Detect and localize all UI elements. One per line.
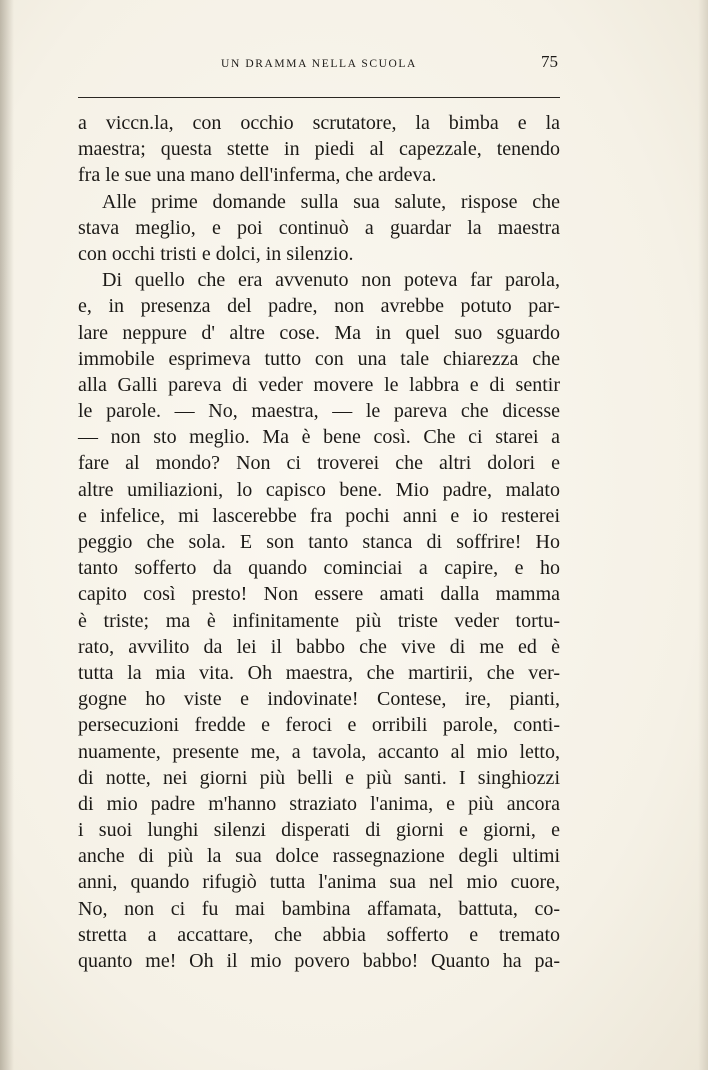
text-line: stava meglio, e poi continuò a guardar la maestra	[78, 216, 560, 239]
text-line: i suoi lunghi silenzi disperati di giorni e giorni, e	[78, 819, 560, 842]
text-line: e, in presenza del padre, non avrebbe potuto par-	[78, 295, 560, 318]
page-number: 75	[541, 52, 558, 71]
text-line: rato, avvilito da lei il babbo che vive di me ed è	[78, 635, 560, 658]
text-line: tutta la mia vita. Oh maestra, che martirii, che ver-	[78, 661, 560, 684]
page-header	[78, 52, 560, 74]
text-line: di notte, nei giorni più belli e più santi. I singhiozzi	[78, 766, 560, 789]
text-line: No, non ci fu mai bambina affamata, battuta, co-	[78, 897, 560, 920]
text-line: di mio padre m'hanno straziato l'anima, e più ancora	[78, 792, 560, 815]
text-line: fra le sue una mano dell'inferma, che ardeva.	[78, 164, 437, 187]
text-line: persecuzioni fredde e feroci e orribili parole, conti-	[78, 714, 560, 737]
page-edge-shadow	[698, 0, 708, 1070]
text-line: è triste; ma è infinitamente più triste veder tortu-	[78, 609, 560, 632]
text-line: anche di più la sua dolce rassegnazione degli ultimi	[78, 845, 560, 868]
text-line: gogne ho viste e indovinate! Contese, ire, pianti,	[78, 688, 560, 711]
text-line: con occhi tristi e dolci, in silenzio.	[78, 242, 354, 265]
text-line: quanto me! Oh il mio povero babbo! Quanto ha pa-	[78, 950, 560, 972]
text-line: — non sto meglio. Ma è bene così. Che ci starei a	[78, 426, 560, 449]
text-line: alla Galli pareva di veder movere le labbra e di sentir	[78, 373, 560, 396]
running-title: UN DRAMMA NELLA SCUOLA	[221, 58, 417, 70]
text-line: Alle prime domande sulla sua salute, rispose che	[102, 190, 560, 213]
text-line: stretta a accattare, che abbia sofferto e tremato	[78, 923, 560, 946]
text-line: e infelice, mi lascerebbe fra pochi anni e io resterei	[78, 504, 560, 527]
binding-gutter-shadow	[0, 0, 14, 1070]
text-line: a viccn.la, con occhio scrutatore, la bimba e la	[78, 112, 560, 134]
text-line: fare al mondo? Non ci troverei che altri dolori e	[78, 452, 560, 475]
body-text	[78, 110, 560, 974]
text-line: capito così presto! Non essere amati dalla mamma	[78, 583, 560, 606]
text-line: Di quello che era avvenuto non poteva far parola,	[102, 269, 560, 292]
text-line: anni, quando rifugiò tutta l'anima sua nel mio cuore,	[78, 871, 560, 894]
text-line: le parole. — No, maestra, — le pareva che dicesse	[78, 400, 560, 423]
header-rule	[78, 97, 560, 98]
text-line: maestra; questa stette in piedi al capezzale, tenendo	[78, 138, 560, 161]
text-line: peggio che sola. E son tanto stanca di soffrire! Ho	[78, 531, 560, 553]
text-line: immobile esprimeva tutto con una tale chiarezza che	[78, 347, 560, 370]
text-line: tanto sofferto da quando cominciai a capire, e ho	[78, 557, 560, 580]
text-line: lare neppure d' altre cose. Ma in quel suo sguardo	[78, 321, 560, 344]
text-line: nuamente, presente me, a tavola, accanto al mio letto,	[78, 740, 560, 763]
text-line: altre umiliazioni, lo capisco bene. Mio padre, malato	[78, 478, 560, 501]
